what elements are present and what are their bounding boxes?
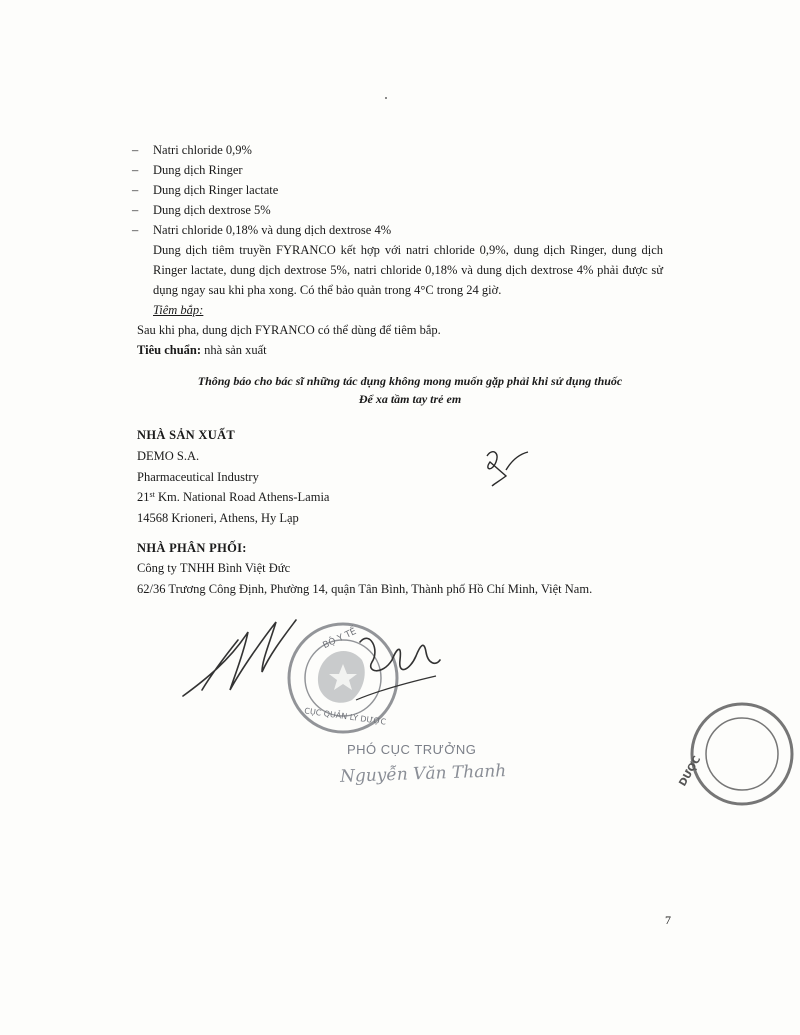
addr-road: Km. National Road Athens-Lamia (154, 490, 330, 504)
list-item-text: Natri chloride 0,9% (153, 143, 252, 157)
notice-line-1: Thông báo cho bác sĩ những tác dụng không mong muốn gặp phải khi sử dụng thuốc (197, 374, 623, 388)
im-text: Sau khi pha, dung dịch FYRANCO có thể dùng để tiêm bắp. (137, 323, 441, 337)
handwritten-signature (183, 620, 296, 696)
distributor-heading: NHÀ PHÂN PHỐI: (137, 541, 247, 555)
manufacturer-name: DEMO S.A. (137, 449, 200, 463)
addr-number: 21 (137, 490, 150, 504)
initial-mark (487, 452, 528, 486)
list-item-text: Natri chloride 0,18% và dung dịch dextrose 4% (153, 223, 392, 237)
bullet-dash: – (132, 163, 139, 177)
distributor-address: 62/36 Trương Công Định, Phường 14, quận Tân Bình, Thành phố Hồ Chí Minh, Việt Nam. (137, 581, 593, 596)
list-item-text: Dung dịch Ringer lactate (153, 183, 279, 197)
manufacturer-heading: NHÀ SẢN XUẤT (137, 428, 236, 442)
notice-line-2: Để xa tầm tay trẻ em (358, 392, 462, 406)
bullet-dash: – (132, 183, 139, 197)
standard-value: nhà sản xuất (204, 343, 267, 357)
distributor-name: Công ty TNHH Bình Việt Đức (137, 561, 291, 575)
addr-ordinal: st (149, 490, 155, 499)
bullet-dash: – (132, 223, 139, 237)
list-item-text: Dung dịch dextrose 5% (153, 203, 271, 217)
manufacturer-line4: 14568 Krioneri, Athens, Hy Lạp (137, 510, 299, 525)
standard-label: Tiêu chuẩn: (137, 343, 202, 357)
page-number: 7 (665, 913, 671, 927)
edge-stamp-text: DƯỢC (677, 754, 704, 789)
bullet-dash: – (132, 203, 139, 217)
dilution-paragraph: Dung dịch tiêm truyền FYRANCO kết hợp với natri chloride 0,9%, dung dịch Ringer, dung dịch Ringer lactate, dung dịch dextrose 5%, natri chloride 0,18% và dung dịch dextrose 4% phải được sử dụng ngay sau khi pha xong. Có thể bảo quản trong 4°C trong 24 giờ. (153, 243, 663, 297)
stamp-title: PHÓ CỤC TRƯỞNG (347, 742, 477, 757)
stamp-ring-top: BỘ Y TẾ (321, 626, 359, 652)
manufacturer-line2: Pharmaceutical Industry (137, 469, 259, 484)
stamp-ring-bottom: CỤC QUẢN LÝ DƯỢC (303, 706, 387, 727)
im-heading: Tiêm bắp: (153, 303, 204, 317)
partial-edge-stamp (692, 704, 792, 804)
stamp-official-name: Nguyễn Văn Thanh (339, 761, 507, 787)
bullet-dash: – (132, 143, 139, 157)
list-item-text: Dung dịch Ringer (153, 163, 243, 177)
